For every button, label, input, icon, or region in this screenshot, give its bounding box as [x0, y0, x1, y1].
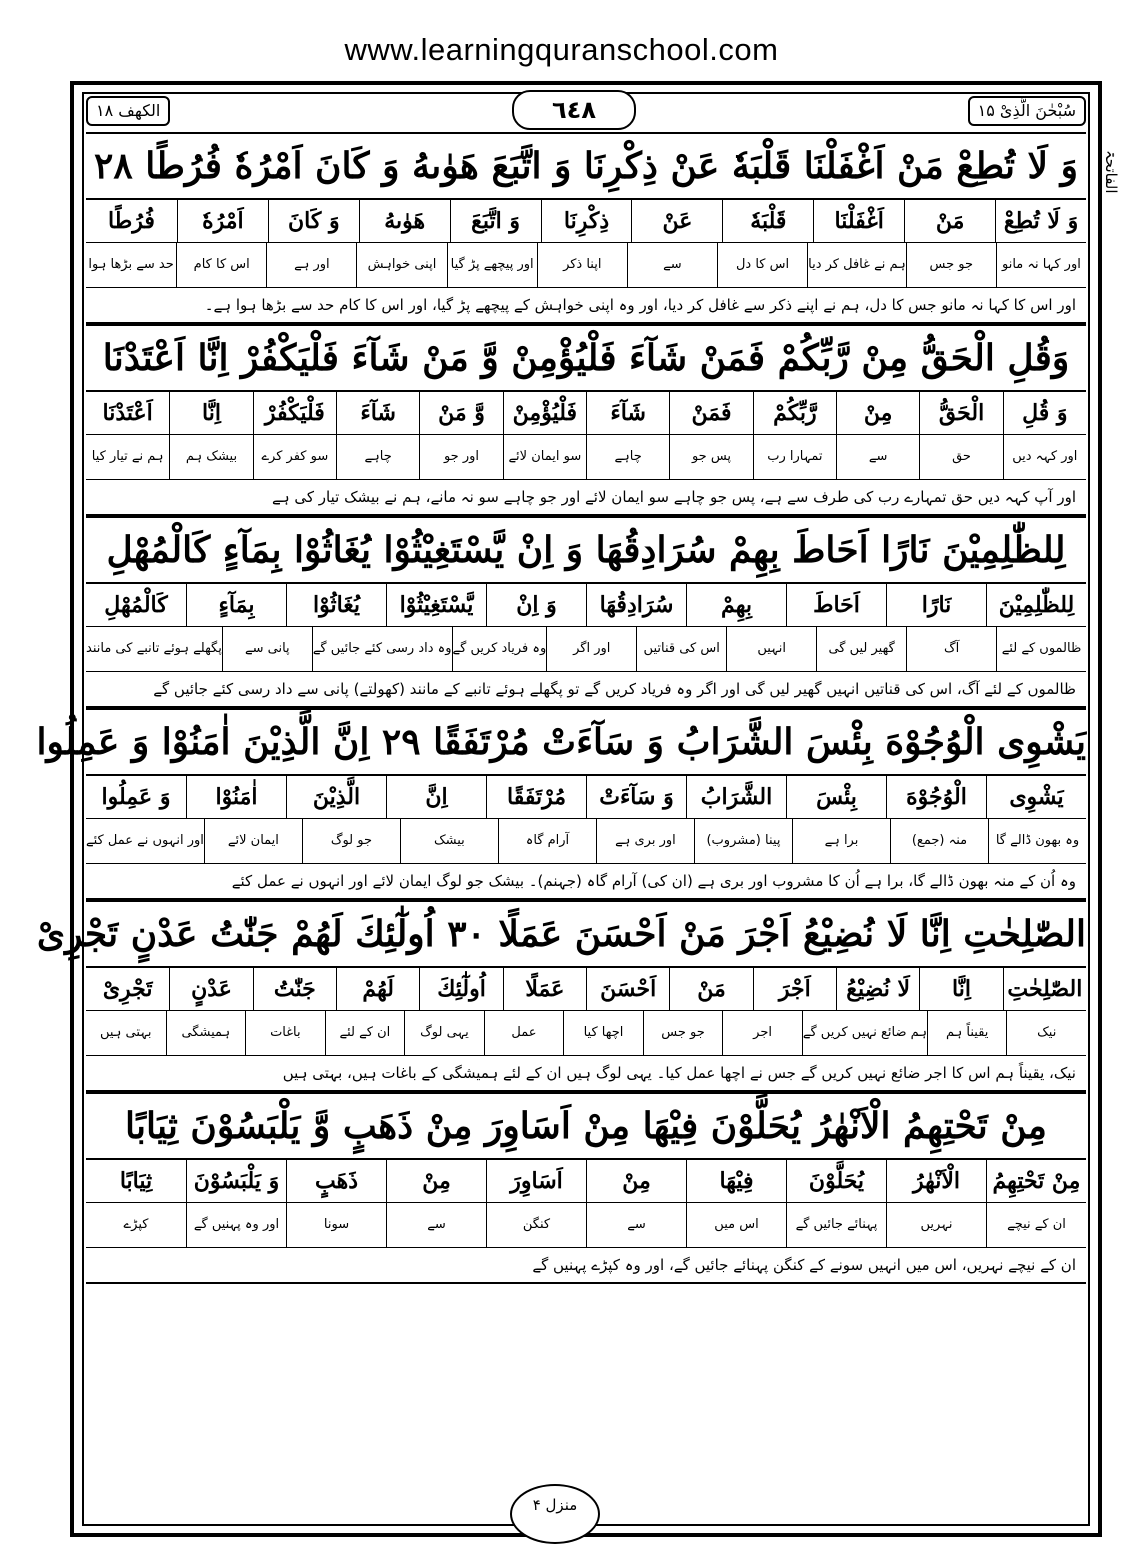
- urdu-meaning-cell: اور کہہ دیں: [1003, 435, 1086, 479]
- urdu-meaning-cell: بہتی ہیں: [99, 1025, 152, 1040]
- urdu-meaning-cell: جو لوگ: [302, 819, 400, 863]
- urdu-meaning-cell: آگ: [906, 627, 996, 671]
- side-label: الفاتحۃ: [1102, 150, 1120, 194]
- urdu-translation: اور آپ کہہ دیں حق تمہارے رب کی طرف سے ہے، پس جو چاہے سو ایمان لائے اور جو چاہے سو نہ مانے، ہم نے بیشک تیار کی ہے: [86, 480, 1086, 516]
- arabic-word-cell: كَالْمُهْلِ: [104, 592, 168, 618]
- arabic-word-cell: ذَهَبٍ: [286, 1160, 386, 1202]
- para-name: سُبْحٰنَ الَّذِیْ ۱۵: [968, 96, 1086, 126]
- arabic-word-cell: عَدْنٍ: [169, 968, 252, 1010]
- arabic-word-cell: يَّسْتَغِيْثُوْا: [386, 584, 486, 626]
- urdu-translation: ظالموں کے لئے آگ، اس کی قناتیں انہیں گھیر لیں گی اور اگر وہ فریاد کریں گے تو پگھلے ہوئے تانبے کے مانند (کھولتے) پانی سے داد رسی کئے جائیں گے: [86, 672, 1086, 708]
- arabic-word-cell: قَلْبَهٗ: [722, 200, 813, 242]
- meaning-row: [86, 243, 1086, 288]
- meaning-row: [86, 819, 1086, 864]
- urdu-meaning-cell: سے: [836, 435, 919, 479]
- arabic-word-cell: بِئْسَ: [786, 776, 886, 818]
- arabic-word-cell: مَنْ: [904, 200, 995, 242]
- urdu-meaning-cell: وہ داد رسی کئے جائیں گے: [312, 627, 452, 671]
- arabic-word-cell: يَشْوِى: [986, 776, 1086, 818]
- arabic-verse: وَ لَا تُطِعْ مَنْ اَغْفَلْنَا قَلْبَهٗ عَنْ ذِكْرِنَا وَ اتَّبَعَ هَوٰىهُ وَ كَانَ اَمْرُهٗ فُرُطًا ۲۸: [86, 134, 1086, 200]
- urdu-meaning-cell: اور بری ہے: [596, 819, 694, 863]
- urdu-translation: نیک، یقیناً ہم اس کا اجر ضائع نہیں کریں گے جس نے اچھا عمل کیا۔ یہی لوگ ہیں ان کے لئے ہمیشگی کے باغات ہیں، بہتی ہیں: [86, 1056, 1086, 1092]
- arabic-word-cell: اَحَاطَ: [786, 584, 886, 626]
- urdu-meaning-cell: ہمیشگی: [166, 1011, 246, 1055]
- urdu-meaning-cell: اپنی خواہش: [356, 243, 446, 287]
- site-url: www.learningquranschool.com: [344, 32, 779, 67]
- urdu-meaning-cell: سے: [386, 1203, 486, 1247]
- arabic-word-cell: سُرَادِقُهَا: [586, 584, 686, 626]
- verse-section: [86, 516, 1086, 708]
- arabic-word-cell: الْوُجُوْهَ: [886, 776, 986, 818]
- urdu-meaning-cell: وہ بھون ڈالے گا: [988, 819, 1086, 863]
- arabic-word-cell: الشَّرَابُ: [686, 776, 786, 818]
- arabic-word-cell: اَحْسَنَ: [586, 968, 669, 1010]
- arabic-word-cell: الَّذِيْنَ: [286, 776, 386, 818]
- arabic-word-cell: اَمْرُهٗ: [177, 200, 268, 242]
- arabic-word-cell: يُحَلَّوْنَ: [786, 1160, 886, 1202]
- arabic-word-cell: وَ يَلْبَسُوْنَ: [186, 1160, 286, 1202]
- word-row: [86, 1160, 1086, 1203]
- arabic-word-cell: بِهِمْ: [686, 584, 786, 626]
- urdu-meaning-cell: انہیں: [726, 627, 816, 671]
- urdu-meaning-cell: ہم نے غافل کر دیا: [807, 243, 906, 287]
- arabic-word-cell: فِيْهَا: [686, 1160, 786, 1202]
- arabic-word-cell: الْحَقُّ: [919, 392, 1002, 434]
- arabic-word-cell: اَسَاوِرَ: [486, 1160, 586, 1202]
- urdu-meaning-cell: سے: [627, 243, 717, 287]
- urdu-meaning-cell: اور پیچھے پڑ گیا: [447, 243, 537, 287]
- urdu-meaning-cell: پانی سے: [222, 627, 312, 671]
- urdu-translation: اور اس کا کہا نہ مانو جس کا دل، ہم نے اپنے ذکر سے غافل کر دیا، اور وہ اپنی خواہش کے پیچھے پڑ گیا، اور اس کا کام حد سے بڑھا ہوا ہے۔: [86, 288, 1086, 324]
- urdu-meaning-cell: کنگن: [486, 1203, 586, 1247]
- meaning-row: [86, 1203, 1086, 1248]
- urdu-meaning-cell: بیشک ہم: [169, 435, 252, 479]
- urdu-meaning-cell: اجر: [722, 1011, 802, 1055]
- page-header: [82, 92, 1090, 130]
- arabic-word-cell: رَّبِّكُمْ: [753, 392, 836, 434]
- arabic-word-cell: ثِيَابًا: [119, 1168, 153, 1194]
- arabic-word-cell: وَ عَمِلُوا: [101, 784, 171, 810]
- urdu-meaning-cell: چاہے: [336, 435, 419, 479]
- arabic-word-cell: وَ سَآءَتْ: [586, 776, 686, 818]
- translation-content: [36, 132, 1086, 1284]
- arabic-word-cell: الْاَنْهٰرُ: [886, 1160, 986, 1202]
- arabic-word-cell: اَعْتَدْنَا: [102, 400, 153, 426]
- page-number: ٦٤٨: [512, 90, 636, 130]
- urdu-meaning-cell: حد سے بڑھا ہوا: [88, 257, 174, 272]
- urdu-meaning-cell: ظالموں کے لئے: [996, 627, 1086, 671]
- urdu-meaning-cell: بیشک: [400, 819, 498, 863]
- arabic-word-cell: وَ قُلِ: [1003, 392, 1086, 434]
- urdu-meaning-cell: جو جس: [906, 243, 996, 287]
- urdu-meaning-cell: نہریں: [886, 1203, 986, 1247]
- urdu-meaning-cell: اور انہوں نے عمل کئے: [86, 833, 204, 848]
- urdu-meaning-cell: ان کے نیچے: [986, 1203, 1086, 1247]
- arabic-word-cell: اٰمَنُوْا: [186, 776, 286, 818]
- arabic-word-cell: اِنَّا: [919, 968, 1002, 1010]
- arabic-word-cell: اُولٰٓئِكَ: [419, 968, 502, 1010]
- arabic-word-cell: مُرْتَفَقًا: [486, 776, 586, 818]
- arabic-word-cell: اِنَّ: [386, 776, 486, 818]
- word-row: [86, 392, 1086, 435]
- meaning-row: [86, 435, 1086, 480]
- surah-name: الکھف ۱۸: [86, 96, 170, 126]
- arabic-word-cell: بِمَآءٍ: [186, 584, 286, 626]
- arabic-word-cell: هَوٰىهُ: [359, 200, 450, 242]
- verse-section: [86, 324, 1086, 516]
- arabic-verse: يَشْوِى الْوُجُوْهَ بِئْسَ الشَّرَابُ وَ سَآءَتْ مُرْتَفَقًا ۲۹ اِنَّ الَّذِيْنَ اٰمَنُوْا وَ عَمِلُوا: [86, 710, 1086, 776]
- meaning-row: [86, 1011, 1086, 1056]
- urdu-meaning-cell: آرام گاہ: [498, 819, 596, 863]
- arabic-word-cell: اَجْرَ: [753, 968, 836, 1010]
- arabic-word-cell: عَمَلًا: [503, 968, 586, 1010]
- urdu-meaning-cell: یقیناً ہم: [927, 1011, 1007, 1055]
- word-row: [86, 584, 1086, 627]
- arabic-word-cell: مِنْ: [386, 1160, 486, 1202]
- arabic-word-cell: الصّٰلِحٰتِ: [1003, 968, 1086, 1010]
- urdu-meaning-cell: ہم نے تیار کیا: [91, 449, 164, 464]
- arabic-word-cell: لَا نُضِيْعُ: [836, 968, 919, 1010]
- urdu-translation: وہ اُن کے منہ بھون ڈالے گا، برا ہے اُن کا مشروب اور بری ہے (ان کی) آرام گاہ (جہنم)۔ بیشک جو لوگ ایمان لائے اور انہوں نے عمل کئے: [86, 864, 1086, 900]
- urdu-meaning-cell: منہ (جمع): [890, 819, 988, 863]
- urdu-meaning-cell: سونا: [286, 1203, 386, 1247]
- urdu-meaning-cell: چاہے: [586, 435, 669, 479]
- urdu-meaning-cell: اور وہ پہنیں گے: [186, 1203, 286, 1247]
- arabic-word-cell: نَارًا: [886, 584, 986, 626]
- arabic-word-cell: وَ لَا تُطِعْ: [995, 200, 1086, 242]
- verse-section: [36, 708, 1086, 900]
- arabic-word-cell: وَ كَانَ: [268, 200, 359, 242]
- arabic-word-cell: مِنْ: [586, 1160, 686, 1202]
- urdu-meaning-cell: برا ہے: [792, 819, 890, 863]
- urdu-meaning-cell: پگھلے ہوئے تانبے کی مانند: [86, 641, 222, 656]
- urdu-meaning-cell: سو ایمان لائے: [503, 435, 586, 479]
- urdu-meaning-cell: حق: [919, 435, 1002, 479]
- arabic-word-cell: شَآءَ: [586, 392, 669, 434]
- urdu-meaning-cell: سو کفر کرے: [253, 435, 336, 479]
- urdu-meaning-cell: نیک: [1006, 1011, 1086, 1055]
- urdu-translation: ان کے نیچے نہریں، اس میں انہیں سونے کے کنگن پہنائے جائیں گے، اور وہ کپڑے پہنیں گے: [86, 1248, 1086, 1284]
- urdu-meaning-cell: اور ہے: [266, 243, 356, 287]
- urdu-meaning-cell: اس کا دل: [717, 243, 807, 287]
- verse-section: [86, 1092, 1086, 1284]
- arabic-word-cell: مِنْ تَحْتِهِمُ: [986, 1160, 1086, 1202]
- arabic-word-cell: فَمَنْ: [669, 392, 752, 434]
- urdu-meaning-cell: تمہارا رب: [753, 435, 836, 479]
- urdu-meaning-cell: اور کہا نہ مانو: [996, 243, 1086, 287]
- urdu-meaning-cell: باغات: [245, 1011, 325, 1055]
- urdu-meaning-cell: سے: [586, 1203, 686, 1247]
- urdu-meaning-cell: اس کی قناتیں: [636, 627, 726, 671]
- urdu-meaning-cell: جو جس: [643, 1011, 723, 1055]
- urdu-meaning-cell: ایمان لائے: [204, 819, 302, 863]
- arabic-word-cell: اِنَّا: [169, 392, 252, 434]
- arabic-word-cell: لَهُمْ: [336, 968, 419, 1010]
- urdu-meaning-cell: یہی لوگ: [404, 1011, 484, 1055]
- manzil-badge: منزل ۴: [510, 1484, 600, 1544]
- urdu-meaning-cell: گھیر لیں گی: [816, 627, 906, 671]
- word-row: [86, 200, 1086, 243]
- urdu-meaning-cell: کپڑے: [123, 1217, 149, 1232]
- urdu-meaning-cell: اور اگر: [546, 627, 636, 671]
- urdu-meaning-cell: پہنائے جائیں گے: [786, 1203, 886, 1247]
- urdu-meaning-cell: ان کے لئے: [325, 1011, 405, 1055]
- arabic-verse: مِنْ تَحْتِهِمُ الْاَنْهٰرُ يُحَلَّوْنَ فِيْهَا مِنْ اَسَاوِرَ مِنْ ذَهَبٍ وَّ يَلْبَسُوْنَ ثِيَابًا: [86, 1094, 1086, 1160]
- word-row: [86, 776, 1086, 819]
- arabic-word-cell: وَ اِنْ: [486, 584, 586, 626]
- arabic-word-cell: شَآءَ: [336, 392, 419, 434]
- arabic-word-cell: تَجْرِىْ: [102, 976, 153, 1002]
- urdu-meaning-cell: اس کا کام: [176, 243, 266, 287]
- arabic-word-cell: يُغَاثُوْا: [286, 584, 386, 626]
- arabic-word-cell: عَنْ: [631, 200, 722, 242]
- arabic-verse: لِلظّٰلِمِيْنَ نَارًا اَحَاطَ بِهِمْ سُرَادِقُهَا وَ اِنْ يَّسْتَغِيْثُوْا يُغَاثُوْا بِمَآءٍ كَالْمُهْلِ: [86, 518, 1086, 584]
- verse-section: [86, 132, 1086, 324]
- arabic-word-cell: ذِكْرِنَا: [541, 200, 632, 242]
- urdu-meaning-cell: پینا (مشروب): [694, 819, 792, 863]
- urdu-meaning-cell: اور جو: [419, 435, 502, 479]
- verse-section: [36, 900, 1086, 1092]
- arabic-word-cell: فَلْيَكْفُرْ: [253, 392, 336, 434]
- arabic-word-cell: اَغْفَلْنَا: [813, 200, 904, 242]
- arabic-verse: الصّٰلِحٰتِ اِنَّا لَا نُضِيْعُ اَجْرَ مَنْ اَحْسَنَ عَمَلًا ۳۰ اُولٰٓئِكَ لَهُمْ جَنّٰتُ عَدْنٍ تَجْرِىْ: [86, 902, 1086, 968]
- arabic-word-cell: وَّ مَنْ: [419, 392, 502, 434]
- urdu-meaning-cell: اچھا کیا: [563, 1011, 643, 1055]
- arabic-word-cell: فُرُطًا: [108, 208, 155, 234]
- word-row: [86, 968, 1086, 1011]
- urdu-meaning-cell: اپنا ذکر: [537, 243, 627, 287]
- arabic-verse: وَقُلِ الْحَقُّ مِنْ رَّبِّكُمْ فَمَنْ شَآءَ فَلْيُؤْمِنْ وَّ مَنْ شَآءَ فَلْيَكْفُرْ اِنَّا اَعْتَدْنَا: [86, 326, 1086, 392]
- arabic-word-cell: مَنْ: [669, 968, 752, 1010]
- urdu-meaning-cell: اس میں: [686, 1203, 786, 1247]
- arabic-word-cell: مِنْ: [836, 392, 919, 434]
- arabic-word-cell: لِلظّٰلِمِيْنَ: [986, 584, 1086, 626]
- urdu-meaning-cell: پس جو: [669, 435, 752, 479]
- arabic-word-cell: فَلْيُؤْمِنْ: [503, 392, 586, 434]
- urdu-meaning-cell: وہ فریاد کریں گے: [452, 627, 547, 671]
- urdu-meaning-cell: ہم ضائع نہیں کریں گے: [802, 1011, 927, 1055]
- urdu-meaning-cell: عمل: [484, 1011, 564, 1055]
- arabic-word-cell: وَ اتَّبَعَ: [450, 200, 541, 242]
- meaning-row: [86, 627, 1086, 672]
- arabic-word-cell: جَنّٰتُ: [253, 968, 336, 1010]
